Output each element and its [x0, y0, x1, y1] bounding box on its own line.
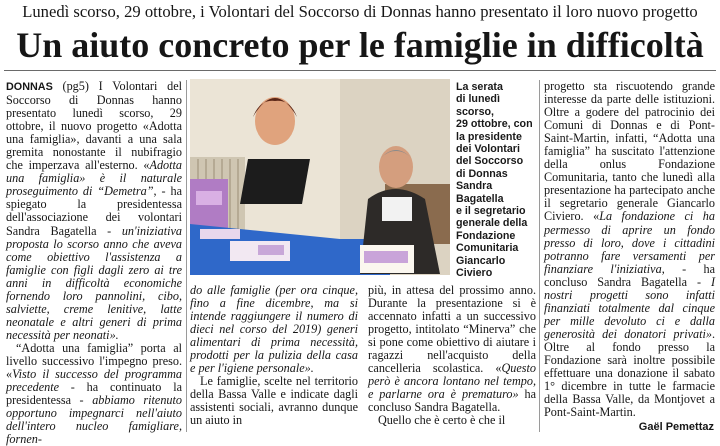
headline: Un aiuto concreto per le famiglie in difficoltà: [16, 25, 704, 65]
top-rule: [4, 70, 716, 71]
col1-paragraph-1: [6, 80, 182, 342]
caption-line: Civiero: [456, 267, 493, 280]
col1-text-d: - ha continuato la presidentessa -: [6, 380, 182, 408]
col1-text-a: I Volontari del Soccorso di Donnas hanno presentato lunedì scorso, 29 ottobre, il nuovo progetto «Adotta una famiglia», davanti a una sala gremita nonostante il nubifragio che imperzava all'esterno. «: [6, 79, 182, 173]
kicker: Lunedì scorso, 29 ottobre, i Volontari del Soccorso di Donnas hanno presentato il loro nuovo progetto: [22, 2, 698, 21]
col3-italic: Questo però è ancora lontano nel tempo, e parlarne ora è prematuro»: [368, 361, 536, 402]
caption-line: La serata: [456, 81, 503, 93]
col4-text-a: progetto sta riscuotendo grande interesse da parte delle istituzioni. Oltre a godere del patrocinio dei Comuni di Donnas e di Pont-Saint-Martin, infatti, “Adotta una famiglia” ha suscitato l'attenzione della onlus Fondazione Comunitaria, tanto che lunedì alla presentazione ha partecipato anche il segretario generale Giancarlo Civiero. «: [544, 79, 715, 224]
col2-paragraph-2: [190, 375, 358, 427]
col4-paragraph: [544, 80, 715, 419]
caption-line: Giancarlo: [456, 254, 506, 267]
col1-italic-c: Visto il successo del programma precedente: [6, 367, 182, 395]
caption-line: Sandra: [456, 180, 493, 193]
caption-line: di lunedì: [456, 93, 500, 106]
caption-line: Bagatella: [456, 192, 504, 205]
column-1: [6, 79, 183, 446]
col1-paragraph-2: [6, 342, 182, 446]
caption-line: e il segretario: [456, 205, 526, 218]
col3-text-a: più, in attesa del prossimo anno. Durante la presentazione si è accennato infatti a un successivo progetto, intitolato “Minerva” che si pone come obiettivo di aiutare i ragazzi nell'acquisto della cancelleria scolastica. «: [368, 283, 536, 376]
col1-italic-d: abbiamo ritenuto opportuno impegnarci nell'aiuto dell'intero nucleo famigliare, fornen-: [6, 393, 183, 446]
article-photo: [190, 79, 450, 275]
caption-line: Comunitaria: [456, 242, 519, 255]
caption-line: scorso,: [456, 105, 495, 118]
caption-line: dei Volontari: [456, 143, 520, 156]
dateline: DONNAS: [6, 81, 53, 93]
photo-illustration: [190, 79, 450, 275]
col4-text-b: , - ha concluso Sandra Bagatella -: [544, 261, 715, 289]
col2-paragraph-1: [190, 284, 358, 375]
col3-text-b: ha concluso Sandra Bagatella.: [368, 387, 536, 415]
col1-text-c: “Adotta una famiglia” porta al livello successivo l'impegno preso. «: [6, 340, 182, 382]
col4-text-c: . Oltre al fondo presso la Fondazione sarà inoltre possibile effettuare una donazione il sabato 1° dicembre in tutte le farmacie della Bassa Valle, da Montjovet a Pont-Saint-Martin.: [544, 326, 715, 420]
caption-line: del Soccorso: [456, 155, 524, 168]
col3-paragraph-2: [368, 414, 536, 427]
caption-line: Fondazione: [456, 229, 516, 242]
caption-line: la presidente: [456, 130, 522, 143]
caption-line: di Donnas: [456, 167, 508, 180]
column-3: [368, 284, 536, 434]
col1-text-b: , - ha spiegato la presidentessa dell'associazione dei volontari Sandra Bagatella -: [6, 184, 182, 238]
col4-italic-b: I nostri progetti sono infatti finanziati totalmente dal cinque per mille devoluto ci e dalla generosità dei donatori privati»: [544, 274, 715, 341]
col4-italic-a: La fondazione ci ha permesso di aprire un fondo presso di loro, dove i cittadini potranno fare versamenti per finanziare l'iniziativa: [544, 209, 715, 276]
column-4: [544, 80, 715, 418]
col2-text: Le famiglie, scelte nel territorio della Bassa Valle e indicate dagli assistenti sociali, avranno dunque un aiuto in: [190, 374, 358, 428]
caption-line: generale della: [456, 217, 528, 230]
column-separator: [186, 80, 187, 432]
author: Gaël Pemettaz: [638, 421, 714, 433]
caption-line: 29 ottobre, con: [456, 118, 533, 131]
col1-italic-a: Adotta una famiglia» è il naturale proseguimento di “Demetra”: [6, 158, 182, 199]
col3-paragraph-1: [368, 284, 536, 414]
photo-caption: [456, 81, 536, 280]
caption-separator: [539, 80, 540, 432]
col2-italic: do alle famiglie (per ora cinque, fino a fine dicembre, ma si intende raggiungere il numero di dieci nel corso del 2019) generi alimentari di prima necessità, prodotti per la pulizia della casa e per l'igiene personale».: [190, 283, 358, 376]
column-2: [190, 284, 358, 434]
col3-text-c: Quello che è certo è che il: [378, 413, 506, 428]
col1-italic-b: un'iniziativa proposta lo scorso anno che aveva come obiettivo l'assistenza a famiglie con figli dagli zero ai tre anni in difficoltà economiche fornendo loro pannolini, cibo, salviette, creme lenitive, latte neonatale e altri generi di prima necessità per neonati».: [6, 223, 182, 342]
page-ref: (pg5): [62, 79, 89, 93]
